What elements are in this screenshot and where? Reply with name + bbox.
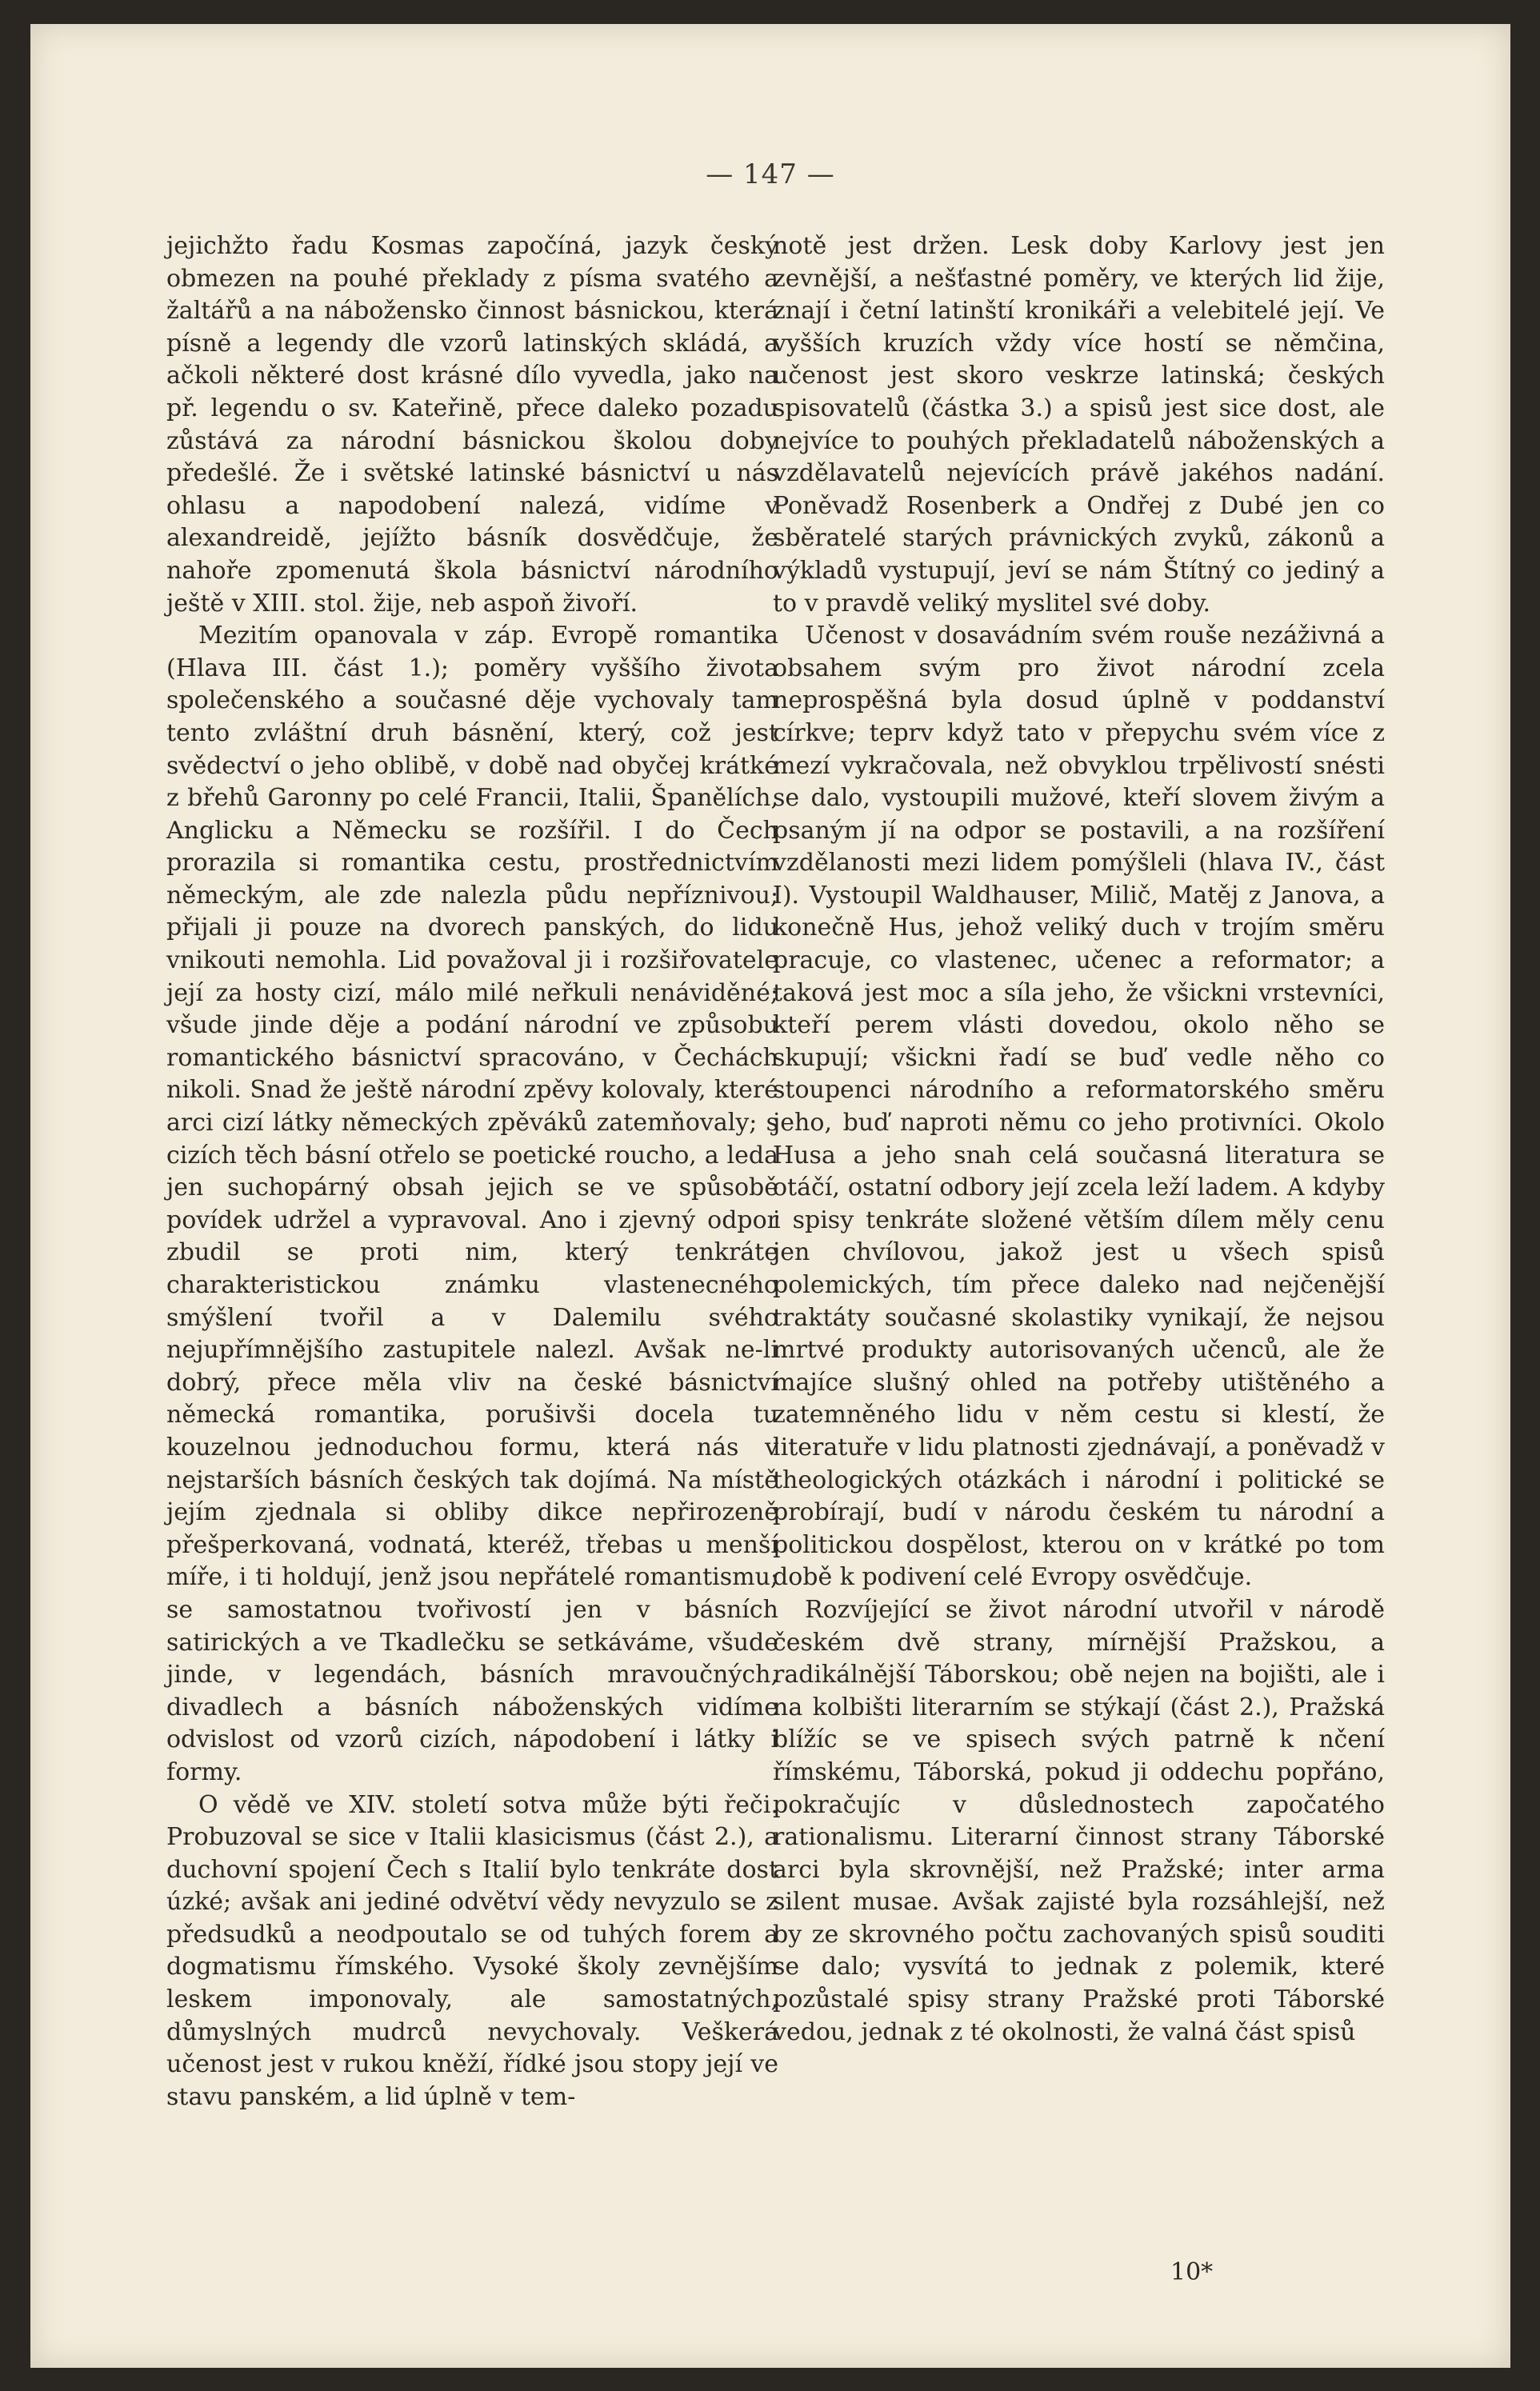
right-column bbox=[773, 230, 1385, 2049]
paragraph: Rozvíjející se život národní utvořil v národě českém dvě strany, mírnější Pražskou, a radikálnější Táborskou; obě nejen na bojišti, ale i na kolbišti literarním se stýkají (část 2.), Pražská blížíc se ve spisech svých patrně k nčení římskému, Táborská, pokud ji oddechu popřáno, pokračujíc v důslednostech započatého rationalismu. Literarní činnost strany Táborské arci byla skrovnější, než Pražské; inter arma silent musae. Avšak zajisté byla rozsáhlejší, než by ze skrovného počtu zachovaných spisů souditi se dalo; vysvítá to jednak z polemik, které pozůstalé spisy strany Pražské proti Táborské vedou, jednak z té okolnosti, že valná část spisů bbox=[773, 1595, 1385, 2046]
paragraph: notě jest držen. Lesk doby Karlovy jest jen zevnější, a nešťastné poměry, ve kterých lid žije, znají i četní latinští kronikáři a velebitelé její. Ve vyšších kruzích vždy více hostí se němčina, učenost jest skoro veskrze latinská; českých spisovatelů (částka 3.) a spisů jest sice dost, ale nejvíce to pouhých překladatelů náboženských a vzdělavatelů nejevících právě jakéhos nadání. Poněvadž Rosenberk a Ondřej z Dubé jen co sběratelé starých právnických zvyků, zákonů a výkladů vystupují, jeví se nám Štítný co jediný a to v pravdě veliký myslitel své doby. bbox=[773, 232, 1385, 618]
book-page bbox=[30, 24, 1510, 2368]
paragraph: O vědě ve XIV. století sotva může býti řeči. Probuzoval se sice v Italii klasicismus (část 2.), a duchovní spojení Čech s Italií bylo tenkráte dost úzké; avšak ani jediné odvětví vědy nevyzulo se z předsudků a neodpoutalo se od tuhých forem a dogmatismu římského. Vysoké školy zevnějším leskem imponovaly, ale samostatných, důmyslných mudrců nevychovaly. Veškerá učenost jest v rukou kněží, řídké jsou stopy její ve stavu panském, a lid úplně v tem- bbox=[166, 1790, 778, 2111]
left-column bbox=[166, 230, 778, 2113]
paragraph: jejichžto řadu Kosmas započíná, jazyk český obmezen na pouhé překlady z písma svatého a žaltářů a na nábožensko činnost básnickou, která písně a legendy dle vzorů latinských skládá, a ačkoli některé dost krásné dílo vyvedla, jako na př. legendu o sv. Kateřině, přece daleko pozadu zůstává za národní básnickou školou doby předešlé. Že i světské latinské básnictví u nás ohlasu a napodobení nalezá, vidíme v alexandreidě, jejížto básník dosvědčuje, že nahoře zpomenutá škola básnictví národního ještě v XIII. stol. žije, neb aspoň živoří. bbox=[166, 232, 778, 618]
paragraph: Učenost v dosavádním svém rouše nezáživná a obsahem svým pro život národní zcela neprospěšná byla dosud úplně v poddanství církve; teprv když tato v přepychu svém více z mezí vykračovala, než obvyklou trpělivostí snésti se dalo, vystoupili mužové, kteří slovem živým a psaným jí na odpor se postavili, a na rozšíření vzdělanosti mezi lidem pomýšleli (hlava IV., část I). Vystoupil Waldhauser, Milič, Matěj z Janova, a konečně Hus, jehož veliký duch v trojím směru pracuje, co vlastenec, učenec a reformator; a taková jest moc a síla jeho, že všickni vrstevníci, kteří perem vlásti dovedou, okolo něho se skupují; všickni řadí se buď vedle něho co stoupenci národního a reformatorského směru jeho, buď naproti němu co jeho protivníci. Okolo Husa a jeho snah celá současná literatura se otáčí, ostatní odbory její zcela leží ladem. A kdyby i spisy tenkráte složené větším dílem měly cenu jen chvílovou, jakož jest u všech spisů polemických, tím přece daleko nad nejčenější traktáty současné skolastiky vynikají, že nejsou mrtvé produkty autorisovaných učenců, ale že majíce slušný ohled na potřeby utištěného a zatemněného lidu v něm cestu si klestí, že literatuře v lidu platnosti zjednávají, a poněvadž v theologických otázkách i národní i politické se probírají, budí v národu českém tu národní a politickou dospělost, kterou on v krátké po tom době k podivení celé Evropy osvědčuje. bbox=[773, 622, 1385, 1592]
page-number: — 147 — bbox=[706, 158, 835, 190]
paragraph: Mezitím opanovala v záp. Evropě romantika (Hlava III. část 1.); poměry vyššího života společenského a současné děje vychovaly tam tento zvláštní druh básnění, který, což jest svědectví o jeho oblibě, v době nad obyčej krátké z břehů Garonny po celé Francii, Italii, Španělích, Anglicku a Německu se rozšířil. I do Čech prorazila si romantika cestu, prostřednictvím německým, ale zde nalezla půdu nepříznivou; přijali ji pouze na dvorech panských, do lidu vnikouti nemohla. Lid považoval ji i rozšiřovatele její za hosty cizí, málo milé neřkuli nenáviděné; všude jinde děje a podání národní ve způsobu romantického básnictví spracováno, v Čechách nikoli. Snad že ještě národní zpěvy kolovaly, které arci cizí látky německých zpěváků zatemňovaly; s cizích těch básní otřelo se poetické roucho, a leda jen suchopárný obsah jejich se ve spůsobě povídek udržel a vypravoval. Ano i zjevný odpor zbudil se proti nim, který tenkráte charakteristickou známku vlastenecného smýšlení tvořil a v Dalemilu svého nejupřímnějšího zastupitele nalezl. Avšak ne-li dobrý, přece měla vliv na české básnictví německá romantika, porušivši docela tu kouzelnou jednoduchou formu, která nás v nejstarších básních českých tak dojímá. Na místě jejím zjednala si obliby dikce nepřirozeně přešperkovaná, vodnatá, kteréž, třebas u menší míře, i ti holdují, jenž jsou nepřátelé romantismu; se samostatnou tvořivostí jen v básních satirických a ve Tkadlečku se setkáváme, všude jinde, v legendách, básních mravoučných, divadlech a básních náboženských vidíme odvislost od vzorů cizích, nápodobení i látky i formy. bbox=[166, 622, 778, 1786]
signature-mark: 10* bbox=[1170, 2258, 1214, 2286]
